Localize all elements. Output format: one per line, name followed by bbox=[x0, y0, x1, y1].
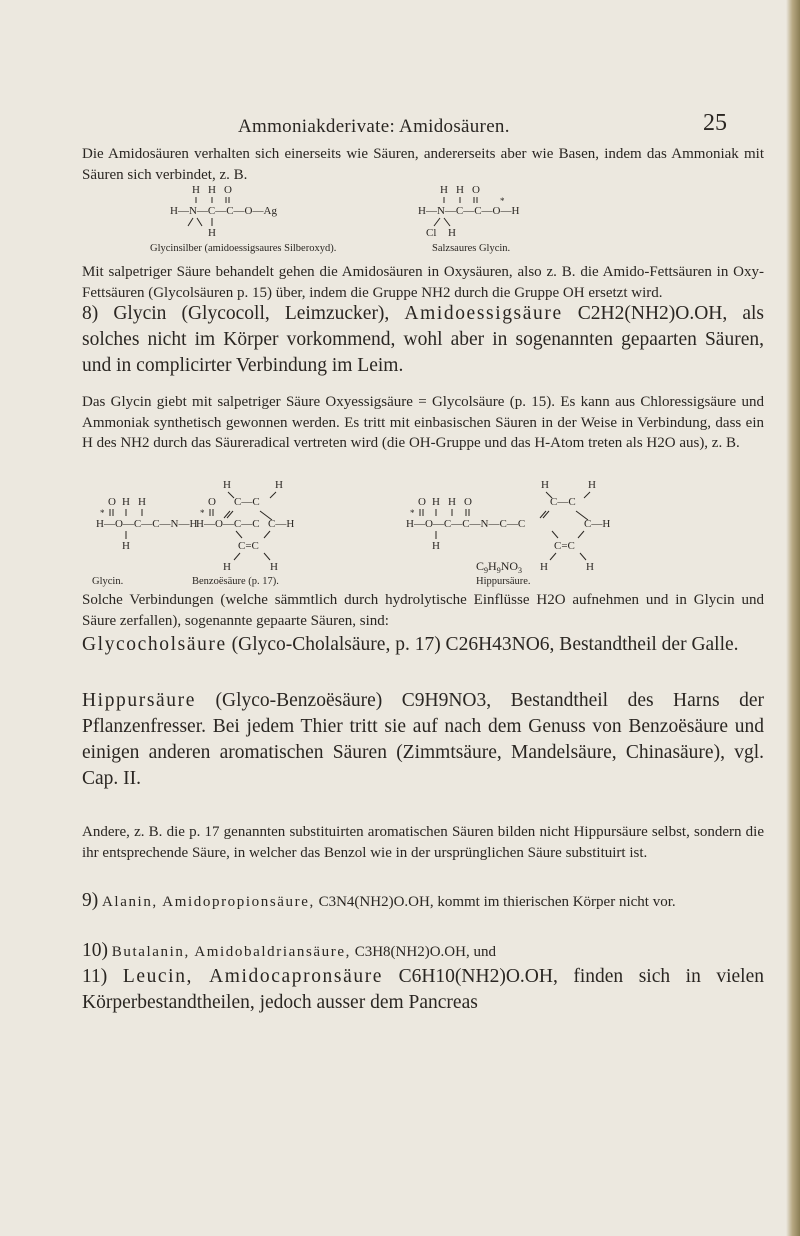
svg-text:O: O bbox=[418, 496, 426, 508]
paragraph-hippursaeure bbox=[82, 688, 764, 792]
svg-text:H: H bbox=[432, 540, 440, 552]
leucin-description: , finden sich in vielen Körperbestandtheilen, jedoch ausser dem Pancreas bbox=[82, 966, 764, 1013]
svg-text:C—C: C—C bbox=[550, 496, 576, 508]
svg-text:O: O bbox=[224, 184, 232, 196]
caption-hippursaeure: Hippursäure. bbox=[476, 576, 531, 587]
svg-text:H: H bbox=[208, 184, 216, 196]
formula-glycin-benzoesaeure-hippursaeure bbox=[92, 478, 740, 588]
svg-text:C=C: C=C bbox=[554, 540, 575, 552]
hippur-sum-formula: $C_9H_9NO_3$ bbox=[476, 559, 523, 575]
svg-text:H: H bbox=[223, 561, 231, 573]
page-header bbox=[0, 110, 800, 140]
caption-glycinsilber: Glycinsilber (amidoessigsaures Silberoxyd). bbox=[150, 243, 337, 254]
svg-text:*: * bbox=[100, 508, 105, 518]
butalanin-name: Butalanin, Amidobaldriansäure, bbox=[111, 944, 351, 960]
glycin-name: Glycin bbox=[113, 303, 167, 324]
svg-text:C—C: C—C bbox=[234, 496, 260, 508]
svg-text:O: O bbox=[464, 496, 472, 508]
leucin-name: Leucin, Amidocapronsäure bbox=[122, 966, 384, 987]
formula-glycinsilber bbox=[170, 184, 277, 239]
svg-text:H—N—C—C—O—H: H—N—C—C—O—H bbox=[418, 205, 520, 217]
glycochol-description: (Glyco-Cholalsäure, p. 17) C26H43NO6, Bestandtheil der Galle. bbox=[231, 634, 739, 655]
svg-text:H: H bbox=[541, 479, 549, 491]
butalanin-formula: C3H8(NH2)O.OH bbox=[354, 944, 466, 960]
formula-glycin bbox=[96, 494, 198, 552]
formula-salzsaures-glycin bbox=[418, 184, 520, 239]
svg-text:H: H bbox=[122, 540, 130, 552]
running-title: Ammoniakderivate: Amidosäuren. bbox=[238, 116, 510, 137]
intro-paragraph: Die Amidosäuren verhalten sich einerseits wie Säuren, andererseits aber wie Basen, indem das Ammoniak mit Säuren sich verbindet, z. B. bbox=[82, 146, 764, 183]
caption-glycin: Glycin. bbox=[92, 576, 124, 587]
formula-benzoesaeure bbox=[196, 479, 294, 573]
glycochol-name: Glycocholsäure bbox=[82, 634, 227, 655]
svg-text:H: H bbox=[448, 496, 456, 508]
svg-text:H: H bbox=[275, 479, 283, 491]
svg-text:H: H bbox=[432, 496, 440, 508]
svg-text:H: H bbox=[440, 184, 448, 196]
alanin-name: Alanin, Amidopropionsäure, bbox=[102, 894, 315, 910]
svg-text:H: H bbox=[223, 479, 231, 491]
hippur-description: (Glyco-Benzoësäure) C9H9NO3, Bestandtheil des Harns der Pflanzenfresser. Bei jedem Thier tritt sie auf nach dem Genuss von Benzoësäure und einigen anderen aromatischen Säuren (Zimmtsäure, Mandelsäure, Chinasäure), vgl. Cap. II. bbox=[82, 690, 765, 789]
svg-text:O: O bbox=[208, 496, 216, 508]
paragraph-nitrous-acid: Mit salpetriger Säure behandelt gehen die Amidosäuren in Oxysäuren, also z. B. die Amido-Fettsäuren in Oxy-Fettsäuren (Glycolsäuren p. 15) über, indem die Gruppe NH2 durch die Gruppe OH ersetzt wird. bbox=[82, 264, 764, 301]
paragraph-alanin bbox=[82, 888, 764, 914]
svg-text:C—H: C—H bbox=[584, 518, 611, 530]
svg-text:H: H bbox=[270, 561, 278, 573]
butalanin-number: 10) bbox=[82, 940, 108, 961]
svg-text:H: H bbox=[588, 479, 596, 491]
hippur-name: Hippursäure bbox=[82, 690, 196, 711]
svg-text:H: H bbox=[138, 496, 146, 508]
svg-text:H: H bbox=[540, 561, 548, 573]
paragraph-butalanin bbox=[82, 938, 764, 964]
alanin-number: 9) bbox=[82, 890, 99, 911]
leucin-number: 11) bbox=[82, 966, 108, 987]
svg-text:H: H bbox=[448, 227, 456, 239]
svg-text:C=C: C=C bbox=[238, 540, 259, 552]
svg-text:O: O bbox=[472, 184, 480, 196]
svg-text:O: O bbox=[108, 496, 116, 508]
svg-text:H: H bbox=[586, 561, 594, 573]
butalanin-description: , und bbox=[465, 944, 496, 960]
formula-glycinsilber-salzsaures-glycin bbox=[150, 183, 650, 253]
svg-text:C—H: C—H bbox=[268, 518, 295, 530]
alanin-description: , kommt im thierischen Körper nicht vor. bbox=[429, 894, 676, 910]
glycin-description: , als solches nicht im Körper vorkommend, wohl aber in sogenannten gepaarten Säuren, und in complicirter Verbindung im Leim. bbox=[82, 303, 765, 376]
glycin-alt-name: Amidoessigsäure bbox=[404, 303, 563, 324]
svg-text:H—O—C—C: H—O—C—C bbox=[196, 518, 260, 530]
paragraph-glycin bbox=[82, 301, 764, 379]
glycin-number: 8) bbox=[82, 303, 99, 324]
paragraph-glycin-detail: Das Glycin giebt mit salpetriger Säure Oxyessigsäure = Glycolsäure (p. 15). Es kann aus Chloressigsäure und Ammoniak synthetisch gewonnen werden. Es tritt mit einbasischen Säuren in der Weise in Verbindung, dass ein H des NH2 durch das Säureradical vertreten wird (die OH-Gruppe und das H-Atom treten als H2O aus), z. B. bbox=[82, 394, 764, 451]
svg-text:H—N—C—C—O—Ag: H—N—C—C—O—Ag bbox=[170, 205, 277, 217]
svg-text:*: * bbox=[200, 508, 205, 518]
svg-text:H: H bbox=[456, 184, 464, 196]
svg-text:*: * bbox=[500, 196, 505, 206]
paragraph-paired-acids: Solche Verbindungen (welche sämmtlich durch hydrolytische Einflüsse H2O aufnehmen und in Glycin und Säure zerfallen), sogenannte gepaarte Säuren, sind: bbox=[82, 592, 764, 629]
svg-text:H—O—C—C—N—C—C: H—O—C—C—N—C—C bbox=[406, 518, 526, 530]
glycin-formula: C2H2(NH2)O.OH bbox=[577, 303, 723, 324]
alanin-formula: C3N4(NH2)O.OH bbox=[318, 894, 430, 910]
page-number: 25 bbox=[703, 110, 727, 136]
paragraph-leucin bbox=[82, 964, 764, 1016]
caption-benzoesaeure: Benzoësäure (p. 17). bbox=[192, 576, 279, 587]
svg-text:H: H bbox=[122, 496, 130, 508]
svg-text:H—O—C—C—N—H: H—O—C—C—N—H bbox=[96, 518, 198, 530]
svg-text:H: H bbox=[192, 184, 200, 196]
svg-text:*: * bbox=[410, 508, 415, 518]
leucin-formula: C6H10(NH2)O.OH bbox=[398, 966, 553, 987]
paragraph-glycocholsaeure bbox=[82, 632, 764, 658]
glycin-synonyms: (Glycocoll, Leimzucker), bbox=[181, 303, 390, 324]
caption-salzsaures-glycin: Salzsaures Glycin. bbox=[432, 243, 511, 254]
svg-text:H: H bbox=[208, 227, 216, 239]
svg-text:Cl: Cl bbox=[426, 227, 437, 239]
paragraph-andere: Andere, z. B. die p. 17 genannten substituirten aromatischen Säuren bilden nicht Hippursäure selbst, sondern die ihr entsprechende Säure, in welcher das Benzol wie in der ursprünglichen Säure substituirt ist. bbox=[82, 824, 764, 861]
